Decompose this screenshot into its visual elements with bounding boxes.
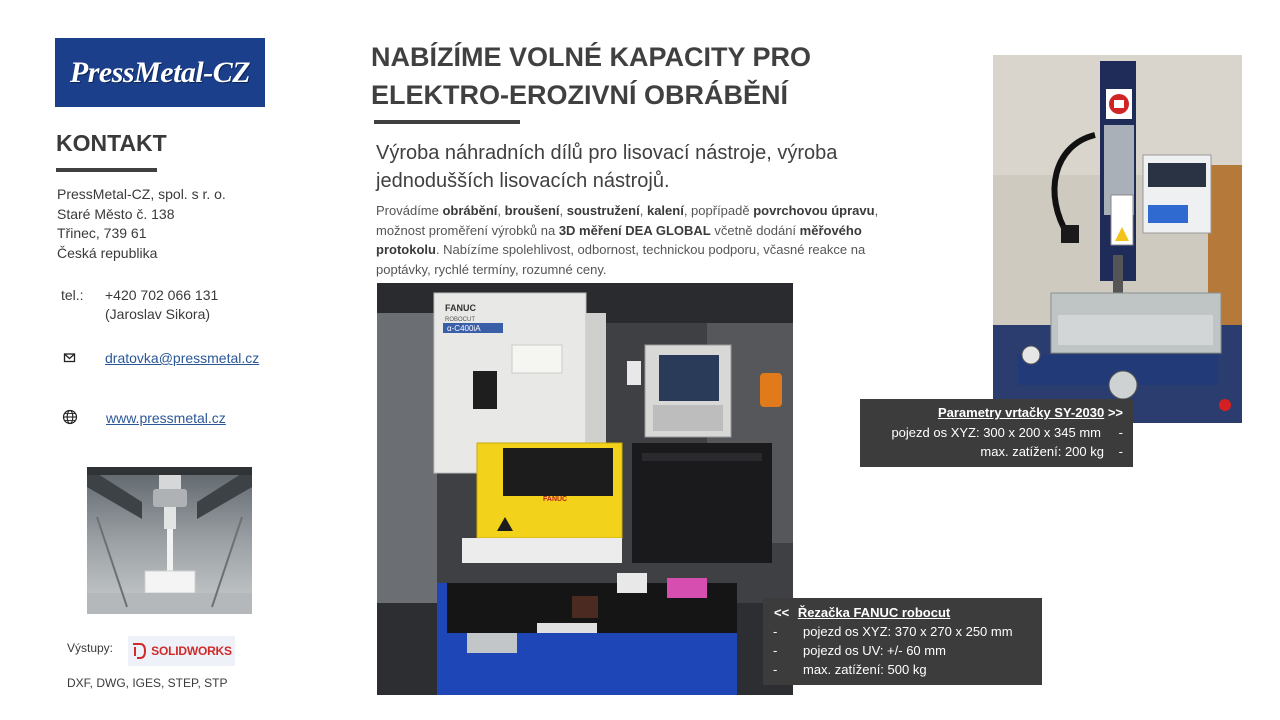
fanuc-box-title: Řezačka FANUC robocut — [797, 605, 951, 620]
fanuc-label: FANUC — [445, 303, 476, 313]
solidworks-text: SOLIDWORKS — [151, 644, 232, 658]
email-link[interactable]: dratovka@pressmetal.cz — [105, 350, 260, 366]
drill-parameters-box — [860, 399, 1133, 467]
model-label: α-C400iA — [447, 324, 481, 333]
email-icon — [63, 351, 77, 363]
title-underline — [374, 120, 520, 124]
contact-heading-underline — [56, 168, 157, 172]
fanuc-spec-line: pojezd os XYZ: 370 x 270 x 250 mm — [803, 624, 1013, 639]
page-title — [371, 38, 841, 114]
list-dash: - — [773, 624, 778, 639]
company-logo — [55, 38, 265, 107]
svg-text:FANUC: FANUC — [543, 496, 568, 503]
solidworks-ds-icon — [131, 642, 147, 660]
service-highlight: obrábění — [442, 203, 498, 218]
subtitle: Výroba náhradních dílů pro lisovací nástroje, výroba jednodušších lisovacích nástrojů. — [376, 142, 838, 192]
machined-part-photo — [87, 467, 252, 614]
outputs-label: Výstupy: — [67, 641, 114, 655]
list-dash: - — [1118, 425, 1123, 440]
contact-heading: KONTAKT — [56, 130, 167, 156]
phone-label: tel.: — [61, 287, 84, 303]
fanuc-box-arrow: << — [774, 605, 790, 620]
fanuc-parameters-box — [763, 598, 1042, 685]
solidworks-logo — [128, 636, 235, 666]
drill-box-title: Parametry vrtačky SY-2030 — [937, 405, 1105, 420]
list-dash: - — [1118, 444, 1123, 459]
service-highlight: povrchovou úpravu — [753, 203, 875, 218]
drill-sy2030-photo — [993, 55, 1242, 423]
page-title-line: NABÍZÍME VOLNÉ KAPACITY PRO — [371, 42, 812, 72]
file-formats: DXF, DWG, IGES, STEP, STP — [67, 676, 228, 690]
phone-number: +420 702 066 131 — [105, 287, 219, 303]
website-link[interactable]: www.pressmetal.cz — [106, 410, 226, 426]
address-line: Třinec, 739 61 — [57, 225, 147, 241]
globe-icon — [62, 409, 78, 425]
drill-max-load: max. zatížení: 200 kg — [980, 444, 1104, 459]
address-line: Česká republika — [57, 245, 158, 261]
fanuc-spec-line: max. zatížení: 500 kg — [803, 662, 927, 677]
logo-text: PressMetal-CZ — [69, 55, 251, 89]
address-line: PressMetal-CZ, spol. s r. o. — [57, 186, 226, 202]
service-highlight: kalení — [646, 203, 684, 218]
robocut-label: ROBOCUT — [445, 317, 475, 323]
fanuc-robocut-photo — [377, 283, 793, 695]
drill-box-heading — [938, 405, 1123, 420]
page-title-line: ELEKTRO-EROZIVNÍ OBRÁBĚNÍ — [371, 80, 789, 110]
service-highlight: broušení — [504, 203, 560, 218]
fanuc-spec-line: pojezd os UV: +/- 60 mm — [803, 643, 946, 658]
services-paragraph: Provádíme obrábění, broušení, soustružení, kalení, popřípadě povrchovou úpravu, možnost proměření výrobků na 3D měření DEA GLOBAL včetně dodání měřového protokolu. Nabízíme spolehlivost, odbornost, technickou podporu, včasné reakce na poptávky, rychlé termíny, rozumné ceny. — [376, 203, 879, 277]
list-dash: - — [773, 643, 778, 658]
fanuc-box-heading — [774, 605, 950, 620]
list-dash: - — [773, 662, 778, 677]
drill-box-arrow: >> — [1107, 405, 1123, 420]
phone-person: (Jaroslav Sikora) — [105, 306, 211, 322]
drill-travel: pojezd os XYZ: 300 x 200 x 345 mm — [891, 425, 1101, 440]
service-highlight: měřového protokolu — [376, 222, 862, 257]
service-highlight: 3D měření DEA GLOBAL — [558, 222, 711, 238]
service-highlight: soustružení — [566, 203, 640, 218]
address-line: Staré Město č. 138 — [57, 206, 175, 222]
